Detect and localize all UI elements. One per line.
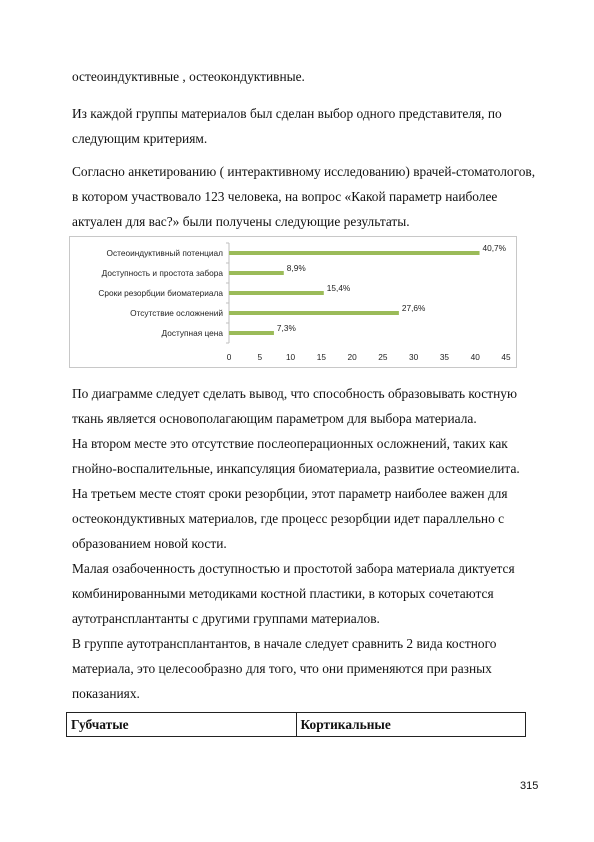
chart-bar — [229, 251, 480, 255]
chart-x-tick-label: 25 — [378, 352, 388, 362]
chart-category-label: Отсутствие осложнений — [130, 308, 223, 318]
chart-x-tick-label: 20 — [347, 352, 357, 362]
chart-data-label: 7,3% — [276, 323, 296, 333]
chart-x-tick-label: 15 — [316, 352, 326, 362]
table-row — [67, 713, 526, 737]
paragraph-third-place: На третьем месте стоят сроки резорбции, этот параметр наиболее важен для остеокондуктивных материалов, где процесс резорбции идет параллельно с образованием новой кости. — [72, 486, 508, 551]
chart-canvas — [70, 237, 518, 369]
chart-x-tick-label: 5 — [257, 352, 263, 362]
chart-x-tick-label: 0 — [226, 352, 232, 362]
chart-category-label: Сроки резорбции биоматериала — [98, 288, 223, 298]
table-header-cortical: Кортикальные — [296, 713, 526, 737]
survey-bar-chart — [69, 236, 517, 368]
paragraph-autografts: В группе аутотрансплантантов, в начале следует сравнить 2 вида костного материала, это целесообразно для того, что они применяются при разных показаниях. — [72, 636, 497, 701]
chart-x-tick-label: 45 — [501, 352, 511, 362]
paragraph-intro: остеоиндуктивные , остеокондуктивные. — [72, 69, 305, 84]
paragraph-conclusion: По диаграмме следует сделать вывод, что способность образовывать костную ткань является основополагающим параметром для выбора материала. — [72, 386, 517, 426]
chart-bar — [229, 291, 324, 295]
chart-x-tick-label: 10 — [285, 352, 296, 362]
chart-data-label: 15,4% — [326, 283, 351, 293]
chart-bar — [229, 271, 284, 275]
chart-data-label: 27,6% — [401, 303, 426, 313]
chart-data-label: 8,9% — [286, 263, 306, 273]
chart-x-tick-label: 30 — [409, 352, 419, 362]
bone-type-table — [66, 712, 526, 737]
paragraph-second-place: На втором месте это отсутствие послеоперационных осложнений, таких как гнойно-воспалительные, инкапсуляция биоматериала, развитие остеомиелита. — [72, 436, 520, 476]
chart-category-label: Остеоиндуктивный потенциал — [106, 248, 223, 258]
paragraph-selection: Из каждой группы материалов был сделан выбор одного представителя, по следующим критериям. — [72, 106, 502, 146]
chart-x-tick-label: 40 — [470, 352, 480, 362]
chart-category-label: Доступная цена — [161, 328, 223, 338]
page-number: 315 — [520, 780, 539, 792]
table-header-spongy: Губчатые — [67, 713, 297, 737]
paragraph-survey: Согласно анкетированию ( интерактивному исследованию) врачей-стоматологов, в котором участвовало 123 человека, на вопрос «Какой параметр наиболее актуален для вас?» были получены следующие результаты. — [72, 164, 536, 229]
paragraph-availability: Малая озабоченность доступностью и простотой забора материала диктуется комбинированными методиками костной пластики, в которых сочетаются аутотрансплантанты с другими группами материалов. — [72, 561, 515, 626]
chart-x-tick-label: 35 — [439, 352, 450, 362]
chart-bar — [229, 331, 274, 335]
chart-bar — [229, 311, 399, 315]
chart-data-label: 40,7% — [482, 243, 507, 253]
chart-category-label: Доступность и простота забора — [101, 268, 223, 278]
